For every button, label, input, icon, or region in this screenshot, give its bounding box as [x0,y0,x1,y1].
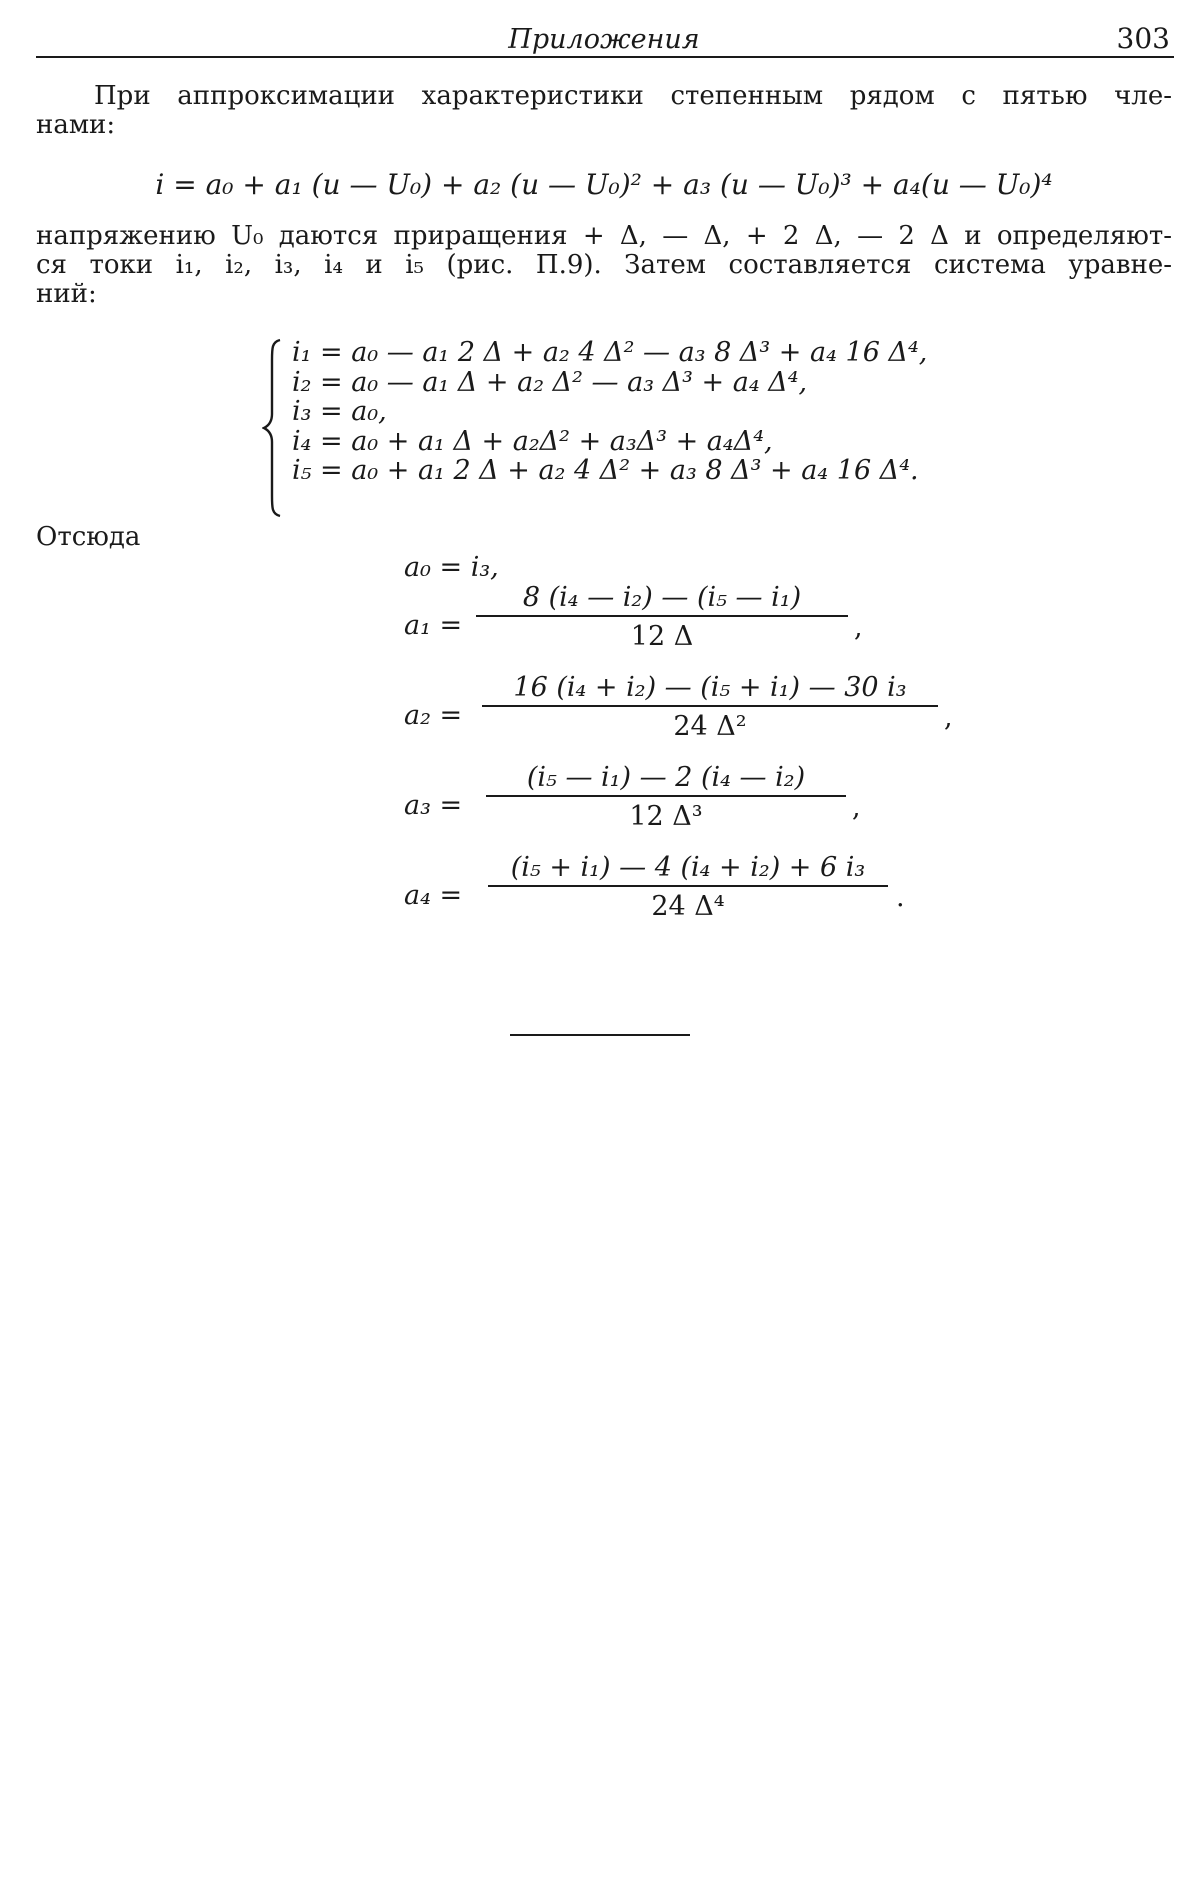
equation-system [262,338,962,518]
coef-a2-punct: , [944,702,953,733]
coef-a3-denominator: 12 Δ³ [629,801,703,832]
hence-label: Отсюда [36,522,141,552]
paragraph-increments-line-3: ний: [36,279,97,309]
equation-i3: i₃ = a₀, [292,396,387,427]
coef-a4-fraction [488,852,888,922]
coef-a4 [404,852,944,932]
coef-a0: a₀ = i₃, [404,552,499,583]
power-series-formula: i = a₀ + a₁ (u — U₀) + a₂ (u — U₀)² + a₃ (u — U₀)³ + a₄(u — U₀)⁴ [155,168,1053,201]
paragraph-increments [36,222,1172,309]
equation-system-lines [292,338,927,486]
coef-a1 [404,582,904,662]
equation-i5: i₅ = a₀ + a₁ 2 Δ + a₂ 4 Δ² + a₃ 8 Δ³ + a₄ 16 Δ⁴. [292,455,919,486]
paragraph-increments-line-2: ся токи i₁, i₂, i₃, i₄ и i₅ (рис. П.9). Затем составляется система уравне- [36,250,1172,280]
page-number: 303 [1116,22,1170,55]
coef-a2-denominator: 24 Δ² [673,711,747,742]
coef-a4-label: a₄ = [404,880,463,911]
coef-a3 [404,762,904,842]
left-brace-icon [262,338,284,518]
fraction-bar [488,885,888,887]
paragraph-intro [36,82,1172,140]
coef-a1-denominator: 12 Δ [630,621,694,652]
paragraph-intro-line-1: При аппроксимации характеристики степенным рядом с пятью чле- [94,81,1172,111]
coef-a3-numerator: (i₅ — i₁) — 2 (i₄ — i₂) [526,762,806,793]
end-of-section-rule [510,1034,690,1036]
coef-a4-denominator: 24 Δ⁴ [651,891,725,922]
equation-i1: i₁ = a₀ — a₁ 2 Δ + a₂ 4 Δ² — a₃ 8 Δ³ + a₄ 16 Δ⁴, [292,337,928,368]
page-header [36,20,1172,60]
coef-a3-punct: , [852,792,861,823]
fraction-bar [486,795,846,797]
coef-a2-label: a₂ = [404,700,463,731]
paragraph-increments-line-1: напряжению U₀ даются приращения + Δ, — Δ, + 2 Δ, — 2 Δ и определяют- [36,221,1172,251]
coef-a2-numerator: 16 (i₄ + i₂) — (i₅ + i₁) — 30 i₃ [513,672,907,703]
paragraph-intro-line-2: нами: [36,110,116,140]
coef-a2 [404,672,964,752]
equation-i2: i₂ = a₀ — a₁ Δ + a₂ Δ² — a₃ Δ³ + a₄ Δ⁴, [292,366,808,398]
fraction-bar [476,615,848,617]
coef-a4-numerator: (i₅ + i₁) — 4 (i₄ + i₂) + 6 i₃ [510,852,866,883]
running-title: Приложения [508,24,700,55]
coef-a2-fraction [482,672,938,742]
coef-a4-punct: . [896,882,905,913]
coef-a3-fraction [486,762,846,832]
coef-a1-punct: , [854,612,863,643]
equation-i4: i₄ = a₀ + a₁ Δ + a₂Δ² + a₃Δ³ + a₄Δ⁴, [292,425,773,457]
coef-a1-numerator: 8 (i₄ — i₂) — (i₅ — i₁) [522,582,802,613]
coef-a3-label: a₃ = [404,790,463,821]
fraction-bar [482,705,938,707]
coef-a1-fraction [476,582,848,652]
coef-a1-label: a₁ = [404,610,463,641]
header-rule [36,56,1174,58]
